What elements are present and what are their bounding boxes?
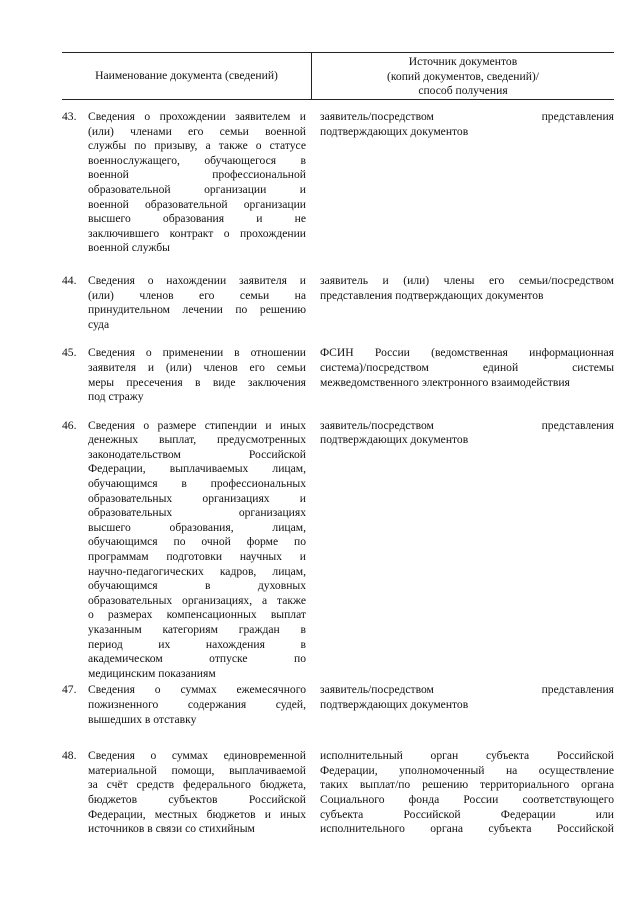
source-line: представления подтверждающих документов <box>320 288 544 302</box>
row-document-source <box>312 274 614 332</box>
row-number: 48. <box>62 749 77 763</box>
name-line: программам подготовки научных и <box>88 550 306 564</box>
table-row <box>62 274 614 332</box>
row-number: 46. <box>62 418 77 432</box>
name-line: Сведения о применении в отношении <box>88 346 306 360</box>
source-line: таких выплат/по решению территориального органа <box>320 778 614 792</box>
source-line: Федерации, уполномоченный на осуществление <box>320 763 614 777</box>
row-number: 44. <box>62 273 77 287</box>
table-row <box>62 419 614 682</box>
name-line: военнослужащего, обучающегося в <box>88 153 306 167</box>
name-line: службы по призыву, а также о статусе <box>88 139 306 153</box>
table-body <box>62 110 614 837</box>
row-document-source <box>312 419 614 682</box>
name-line: обучающимся по очной форме по <box>88 535 306 549</box>
name-line: заключившего контракт о прохождении <box>88 226 306 240</box>
header-col2-line: (копий документов, сведений)/ <box>387 69 539 83</box>
name-line: академическом отпуске по <box>88 652 306 666</box>
name-line: заявителя и (или) членов его семьи <box>88 360 306 374</box>
name-line: суда <box>88 317 110 331</box>
name-line: Сведения о нахождении заявителя и <box>88 273 306 287</box>
name-line: Сведения о суммах единовременной <box>88 749 306 763</box>
row-document-name <box>88 274 312 332</box>
row-document-source <box>312 346 614 404</box>
source-line: исполнительного органа субъекта Российской <box>320 822 614 836</box>
row-document-source <box>312 110 614 256</box>
name-line: (или) членами его семьи военной <box>88 124 306 138</box>
header-col2-line: способ получения <box>418 84 508 98</box>
name-line: за счёт средств федерального бюджета, <box>88 778 306 792</box>
row-number: 47. <box>62 683 77 697</box>
name-line: законодательством Российской <box>88 447 306 461</box>
header-col2-line: Источник документов <box>408 55 518 68</box>
header-document-name <box>62 53 312 99</box>
source-line: ФСИН России (ведомственная информационная <box>320 346 614 360</box>
row-document-name <box>88 683 312 727</box>
name-line: указанным категориям граждан в <box>88 623 306 636</box>
table-row <box>62 683 614 727</box>
name-line: источников в связи со стихийным <box>88 822 255 836</box>
name-line: денежных выплат, предусмотренных <box>88 433 306 447</box>
source-line: подтверждающих документов <box>320 697 469 711</box>
header-col1-text: Наименование документа (сведений) <box>95 68 278 82</box>
name-line: бюджетов субъектов Российской <box>88 792 306 806</box>
source-line: исполнительный орган субъекта Российской <box>320 749 614 763</box>
name-line: образовательной организации и <box>88 182 306 196</box>
name-line: научно-педагогических кадров, лицам, <box>88 564 306 578</box>
table-row <box>62 110 614 256</box>
row-document-name <box>88 749 312 837</box>
table-row <box>62 346 614 404</box>
name-line: военной профессиональной <box>88 168 306 182</box>
source-line: межведомственного электронного взаимодействия <box>320 375 570 389</box>
name-line: Сведения о размере стипендии и иных <box>88 418 306 432</box>
name-line: вышедших в отставку <box>88 712 197 726</box>
source-line: субъекта Российской Федерации или <box>320 807 614 821</box>
source-line: подтверждающих документов <box>320 124 469 138</box>
source-line: система)/посредством единой системы <box>320 360 614 374</box>
source-line: заявитель/посредством представления <box>320 418 614 432</box>
name-line: материальной помощи, выплачиваемой <box>88 763 306 777</box>
name-line: Федерации, местных бюджетов и иных <box>88 807 306 821</box>
name-line: высшего образования и не <box>88 212 306 226</box>
source-line: заявитель и (или) члены его семьи/посредством <box>320 273 614 287</box>
source-line: заявитель/посредством представления <box>320 683 614 697</box>
name-line: пожизненного содержания судей, <box>88 697 306 711</box>
row-document-source <box>312 749 614 837</box>
name-line: военной образовательной организации <box>88 197 306 211</box>
row-number: 45. <box>62 346 77 360</box>
source-line: подтверждающих документов <box>320 433 469 447</box>
name-line: меры пресечения в виде заключения <box>88 375 306 389</box>
name-line: медицинским показаниям <box>88 666 216 680</box>
name-line: под стражу <box>88 390 144 404</box>
name-line: Федерации, выплачиваемых лицам, <box>88 462 306 476</box>
source-line: Социального фонда России соответствующего <box>320 792 614 806</box>
name-line: обучающимся в духовных <box>88 579 306 593</box>
row-number: 43. <box>62 110 77 123</box>
name-line: образовательных организациях и <box>88 491 306 505</box>
name-line: образовательных организациях, а также <box>88 593 306 607</box>
name-line: период их нахождения в <box>88 637 306 651</box>
header-document-source <box>312 53 614 99</box>
name-line: Сведения о суммах ежемесячного <box>88 683 306 697</box>
row-document-name <box>88 346 312 404</box>
row-document-source <box>312 683 614 727</box>
name-line: Сведения о прохождении заявителем и <box>88 110 306 123</box>
row-document-name <box>88 419 312 682</box>
name-line: о размерах компенсационных выплат <box>88 608 306 622</box>
table-row <box>62 749 614 837</box>
name-line: принудительном лечении по решению <box>88 303 306 317</box>
row-document-name <box>88 110 312 256</box>
document-page <box>62 52 614 837</box>
table-header <box>62 53 614 100</box>
name-line: образовательных организациях <box>88 506 306 520</box>
name-line: обучающимся в профессиональных <box>88 477 306 491</box>
name-line: военной службы <box>88 241 170 255</box>
name-line: высшего образования, лицам, <box>88 520 306 534</box>
name-line: (или) членов его семьи на <box>88 288 306 302</box>
source-line: заявитель/посредством представления <box>320 110 614 123</box>
